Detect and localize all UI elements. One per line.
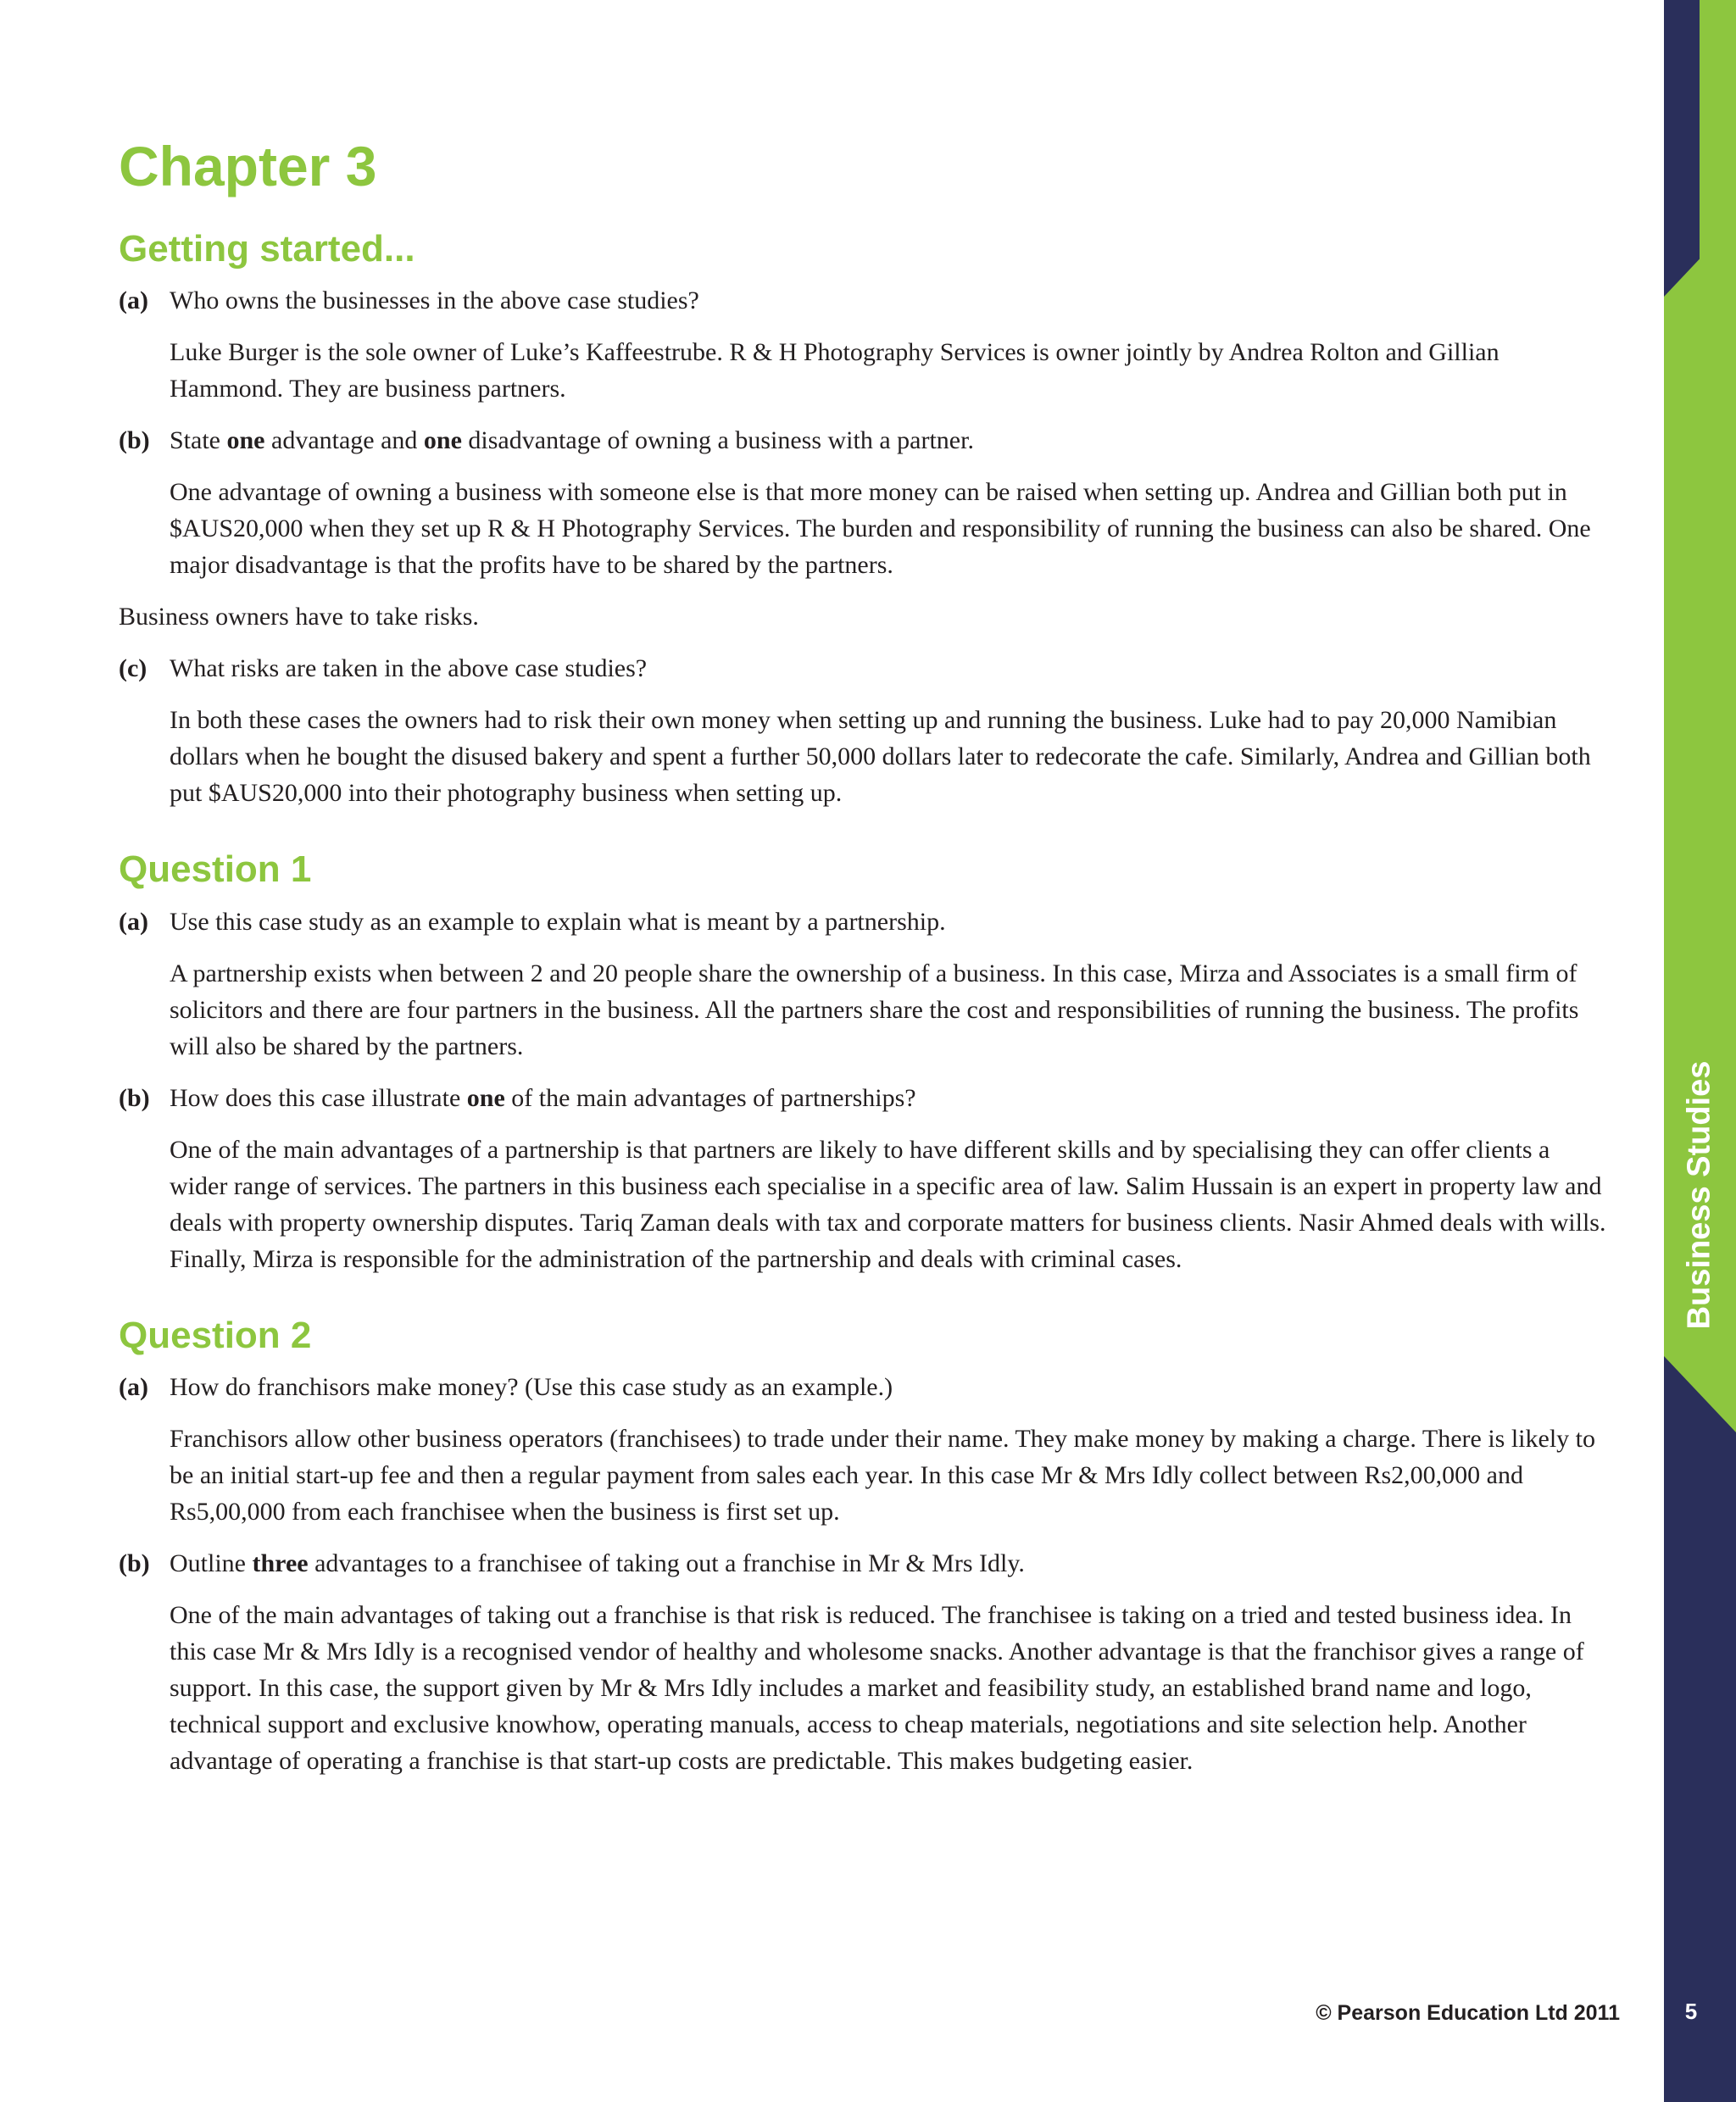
answer-text: Franchisors allow other business operators (franchisees) to trade under their name. They make money by making a charge. There is likely to be an initial start-up fee and then a regular payment from sales each year. In this case Mr & Mrs Idly collect between Rs2,00,000 and Rs5,00,000 from each franchisee when the business is first set up. bbox=[170, 1425, 1595, 1526]
question-letter: (a) bbox=[119, 907, 148, 936]
question-text: Outline three advantages to a franchisee of taking out a franchise in Mr & Mrs Idly. bbox=[170, 1549, 1025, 1578]
question-letter: (b) bbox=[119, 1083, 150, 1112]
question-letter: (c) bbox=[119, 654, 147, 683]
question-letter: (a) bbox=[119, 286, 148, 315]
chapter-title: Chapter 3 bbox=[119, 135, 377, 197]
side-tab-green-strip bbox=[1700, 0, 1736, 263]
question-letter: (b) bbox=[119, 1549, 150, 1578]
question-text: How do franchisors make money? (Use this case study as an example.) bbox=[170, 1373, 893, 1402]
page-number: 5 bbox=[1684, 1999, 1698, 2024]
section-question-2 bbox=[119, 1315, 1611, 1780]
question-text: State one advantage and one disadvantage of owning a business with a partner. bbox=[170, 426, 974, 455]
intro-text: Business owners have to take risks. bbox=[119, 603, 479, 631]
question-text: How does this case illustrate one of the main advantages of partnerships? bbox=[170, 1083, 916, 1112]
question-a bbox=[119, 1369, 1611, 1405]
question-text: What risks are taken in the above case studies? bbox=[170, 654, 648, 683]
section-heading: Question 2 bbox=[119, 1314, 312, 1356]
side-tab-label: Business Studies bbox=[1681, 1060, 1717, 1330]
page-content bbox=[119, 136, 1611, 1816]
answer-text: Luke Burger is the sole owner of Luke’s Kaffeestrube. R & H Photography Services is owner jointly by Andrea Rolton and Gillian Hammond. They are business partners. bbox=[170, 338, 1500, 403]
section-getting-started bbox=[119, 228, 1611, 812]
question-c bbox=[119, 650, 1611, 687]
answer-text: One advantage of owning a business with someone else is that more money can be raised when setting up. Andrea and Gillian both put in $AUS20,000 when they set up R & H Photography Services. The burden and responsibility of running the business can also be shared. One major disadvantage is that the profits have to be shared by the partners. bbox=[170, 478, 1591, 580]
answer-text: In both these cases the owners had to risk their own money when setting up and running the business. Luke had to pay 20,000 Namibian dollars when he bought the disused bakery and spent a further 50,000 dollars later to redecorate the cafe. Similarly, Andrea and Gillian both put $AUS20,000 into their photography business when setting up. bbox=[170, 706, 1591, 808]
section-heading: Getting started... bbox=[119, 227, 415, 270]
question-text: Who owns the businesses in the above case studies? bbox=[170, 286, 699, 315]
question-text: Use this case study as an example to explain what is meant by a partnership. bbox=[170, 907, 946, 936]
question-b bbox=[119, 422, 1611, 459]
question-a bbox=[119, 282, 1611, 319]
question-letter: (a) bbox=[119, 1373, 148, 1402]
question-letter: (b) bbox=[119, 426, 150, 455]
question-a bbox=[119, 904, 1611, 940]
answer-text: One of the main advantages of taking out a franchise is that risk is reduced. The franchisee is taking on a tried and tested business idea. In this case Mr & Mrs Idly is a recognised vendor of healthy and wholesome snacks. Another advantage is that the franchisor gives a range of support. In this case, the support given by Mr & Mrs Idly includes a market and feasibility study, an established brand name and logo, technical support and exclusive knowhow, operating manuals, access to cheap materials, negotiations and site selection help. Another advantage of operating a franchise is that start-up costs are predictable. This makes budgeting easier. bbox=[170, 1601, 1584, 1776]
answer-text: One of the main advantages of a partnership is that partners are likely to have different skills and by specialising they can offer clients a wider range of services. The partners in this business each specialise in a specific area of law. Salim Hussain is an expert in property law and deals with property ownership disputes. Tariq Zaman deals with tax and corporate matters for business clients. Nasir Ahmed deals with wills. Finally, Mirza is responsible for the administration of the partnership and deals with criminal cases. bbox=[170, 1135, 1606, 1273]
question-b bbox=[119, 1080, 1611, 1116]
copyright-footer: © Pearson Education Ltd 2011 bbox=[1316, 2001, 1620, 2025]
section-heading: Question 1 bbox=[119, 848, 312, 891]
question-b bbox=[119, 1545, 1611, 1582]
section-question-1 bbox=[119, 848, 1611, 1277]
answer-text: A partnership exists when between 2 and 20 people share the ownership of a business. In this case, Mirza and Associates is a small firm of solicitors and there are four partners in the business. All the partners share the cost and responsibilities of running the business. The profits will also be shared by the partners. bbox=[170, 959, 1579, 1060]
